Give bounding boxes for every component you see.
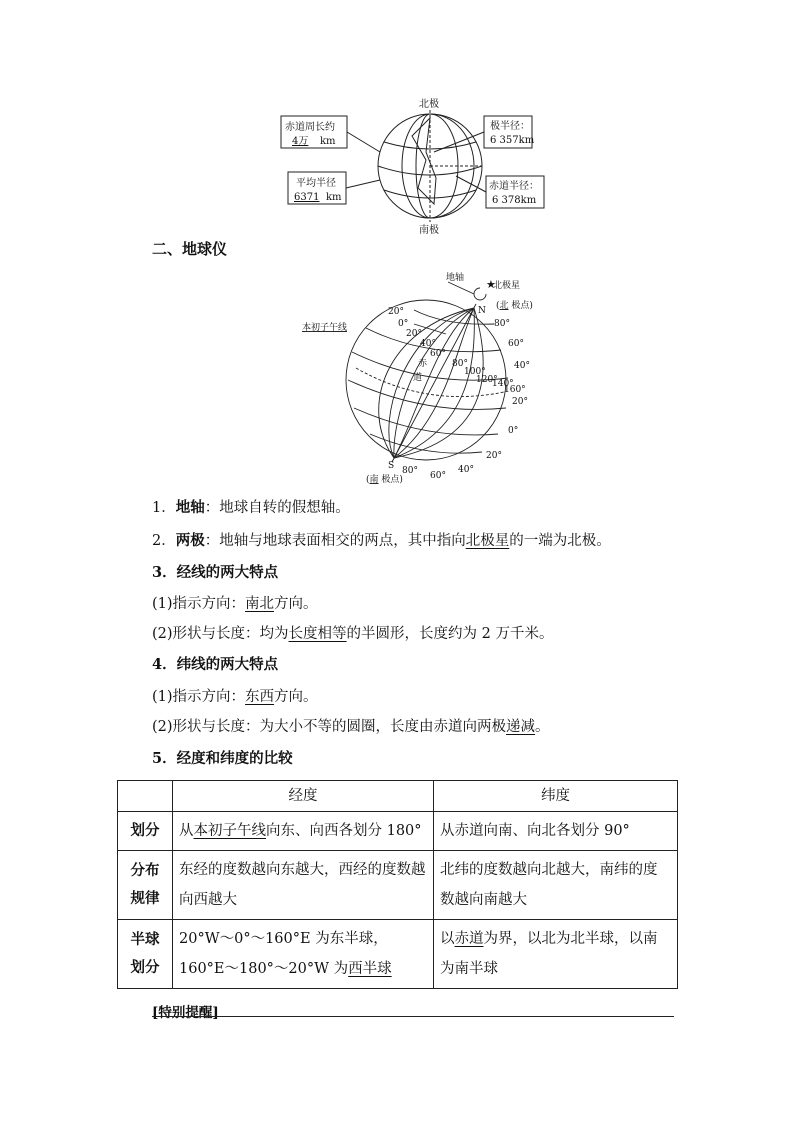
north-pole-label: 北极	[419, 99, 439, 110]
north-pole-point: (北 极点)	[496, 301, 533, 311]
cell-text: 东经的度数越向东越大，西经的度数越向西越大	[179, 862, 426, 908]
axis-label: 地轴	[446, 273, 465, 283]
item-meridian-heading	[152, 563, 278, 583]
equator-circumference-value: 4万	[292, 136, 309, 147]
cell-text: 20°W～0°～160°E 为东半球，160°E～180°～20°W 为	[179, 931, 388, 977]
lat-label: 20°	[486, 451, 502, 461]
table-row	[118, 851, 678, 920]
comparison-table	[117, 780, 678, 989]
item-parallel-heading	[152, 655, 278, 675]
polar-radius-value: 6 357km	[490, 135, 535, 146]
lat-label: 20°	[512, 397, 528, 407]
lon-label: 20°	[388, 307, 404, 317]
item-meridian-direction	[152, 594, 318, 614]
fill-in-answer: 北极星	[465, 533, 510, 549]
lon-label: 20°	[406, 329, 422, 339]
item-number: 2．	[152, 533, 176, 549]
prime-meridian-label: 本初子午线	[302, 323, 348, 333]
lon-label: 0°	[398, 319, 409, 329]
item-parallel-shape	[152, 717, 550, 737]
item-text: 。	[535, 719, 550, 735]
lon-label: 80°	[452, 359, 468, 369]
lat-label: 40°	[514, 361, 530, 371]
cell-text: 从	[179, 823, 194, 839]
longitude-cell	[173, 851, 434, 920]
item-text: (2)形状与长度：为大小不等的圆圈，长度由赤道向两极	[152, 719, 507, 735]
equator-circumference-unit: km	[320, 136, 336, 147]
table-header-row	[118, 781, 678, 812]
latitude-cell	[434, 920, 678, 989]
mean-radius-label: 平均半径	[296, 178, 336, 189]
cell-text: 从赤道向南、向北各划分 90°	[440, 823, 630, 839]
equator-char-1: 赤	[418, 359, 428, 369]
item-text: (2)形状与长度：均为	[152, 626, 289, 642]
item-parallel-direction	[152, 687, 318, 707]
lat-label: 40°	[458, 465, 474, 475]
fill-in-answer: 西半球	[348, 961, 392, 977]
lat-label: 0°	[508, 426, 519, 436]
item-text: (1)指示方向：	[152, 596, 246, 612]
item-number: 1．	[152, 500, 176, 516]
lat-label: 80°	[494, 319, 510, 329]
polaris-star: ★	[486, 278, 496, 291]
special-tip-heading: [特别提醒]	[152, 1005, 219, 1021]
divider	[152, 1016, 674, 1017]
longitude-cell	[173, 920, 434, 989]
item-text: 的半圆形，长度约为 2 万千米。	[346, 626, 554, 642]
equatorial-radius-label: 赤道半径：	[489, 181, 539, 192]
item-poles	[152, 531, 611, 551]
item-text: ：地轴与地球表面相交的两点，其中指向	[204, 533, 466, 549]
table-header-cell: 经度	[173, 781, 434, 812]
lon-label: 160°	[504, 385, 526, 395]
cell-text: 为界，以北为北半球，以南为南半球	[440, 931, 658, 977]
table-row	[118, 812, 678, 851]
latitude-cell	[434, 812, 678, 851]
table-header-cell: 纬度	[434, 781, 678, 812]
item-earth-axis	[152, 498, 350, 518]
north-letter: N	[478, 306, 486, 316]
section-title: 二、地球仪	[152, 240, 228, 258]
table-row	[118, 920, 678, 989]
item-text: 的一端为北极。	[509, 533, 611, 549]
lat-label: 60°	[430, 471, 446, 481]
lon-label: 40°	[420, 339, 436, 349]
latitude-cell	[434, 851, 678, 920]
row-header: 分布规律	[118, 851, 173, 920]
row-header: 划分	[118, 812, 173, 851]
earth-size-diagram	[276, 96, 556, 236]
row-header: 半球划分	[118, 920, 173, 989]
lon-label: 100°	[464, 367, 486, 377]
item-number: 4．	[152, 656, 177, 673]
cell-text: 以	[440, 931, 455, 947]
item-text: ：地球自转的假想轴。	[204, 500, 350, 516]
cell-text: 北纬的度数越向北越大，南纬的度数越向南越大	[440, 862, 658, 908]
longitude-cell	[173, 812, 434, 851]
item-number: 3．	[152, 564, 177, 581]
lon-label: 120°	[476, 375, 498, 385]
item-comparison-heading	[152, 749, 293, 769]
equator-circumference-label: 赤道周长约	[285, 122, 335, 133]
polar-radius-label: 极半径：	[490, 121, 530, 132]
item-heading: 两极	[175, 532, 205, 549]
fill-in-answer: 赤道	[454, 931, 484, 947]
globe-diagram	[296, 268, 556, 490]
cell-text: 向东、向西各划分 180°	[266, 823, 422, 839]
item-text: 方向。	[274, 689, 318, 705]
item-heading: 地轴	[175, 499, 205, 516]
fill-in-answer: 递减	[506, 719, 536, 735]
item-meridian-shape	[152, 624, 554, 644]
fill-in-answer: 长度相等	[288, 626, 347, 642]
mean-radius-value: 6371	[294, 192, 320, 203]
item-heading: 纬线的两大特点	[176, 656, 279, 673]
item-heading: 经线的两大特点	[176, 564, 279, 581]
south-letter: S	[388, 461, 395, 471]
lon-label: 140°	[492, 379, 514, 389]
item-text: (1)指示方向：	[152, 689, 246, 705]
table-header-cell	[118, 781, 173, 812]
equatorial-radius-value: 6 378km	[492, 195, 537, 206]
fill-in-answer: 本初子午线	[193, 823, 266, 839]
fill-in-answer: 东西	[245, 689, 275, 705]
item-text: 方向。	[274, 596, 318, 612]
polaris-label: 北极星	[493, 281, 521, 291]
lat-label: 80°	[402, 466, 418, 476]
south-pole-label: 南极	[419, 225, 439, 236]
lon-label: 60°	[430, 349, 446, 359]
item-heading: 经度和纬度的比较	[176, 750, 293, 767]
south-pole-point: (南 极点)	[366, 475, 403, 485]
item-number: 5．	[152, 750, 177, 767]
lat-label: 60°	[508, 339, 524, 349]
fill-in-answer: 南北	[245, 596, 275, 612]
equator-char-2: 道	[413, 373, 423, 383]
mean-radius-unit: km	[326, 192, 342, 203]
